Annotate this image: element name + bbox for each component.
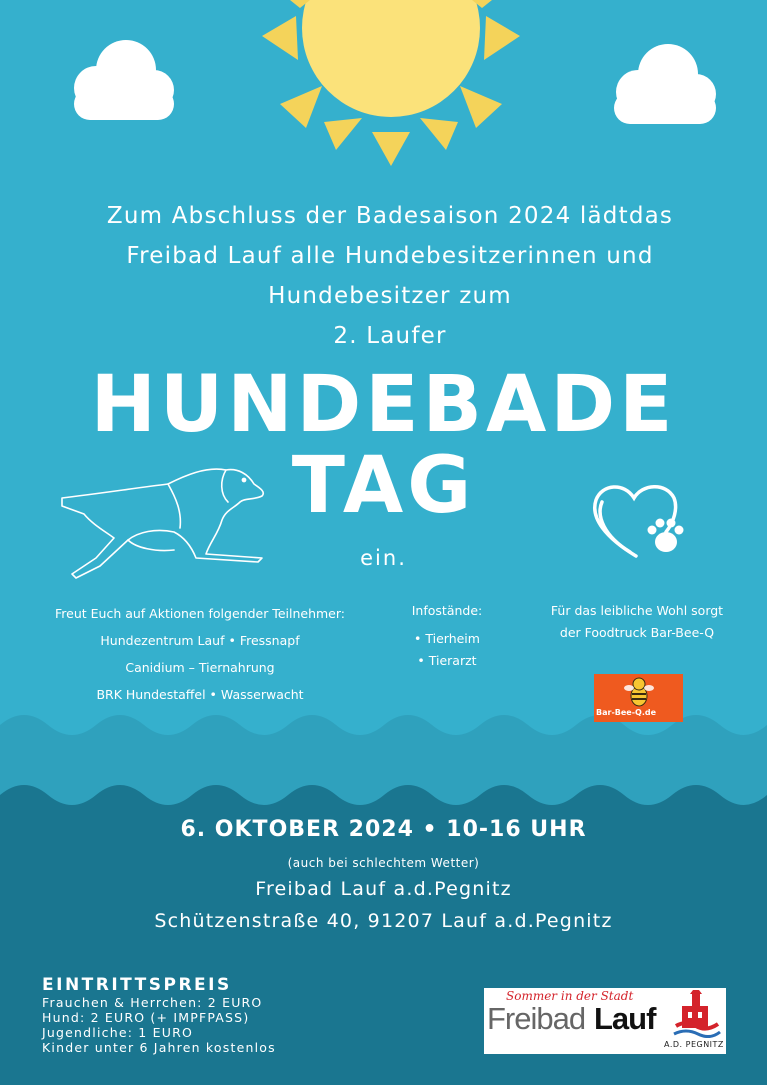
right-cloud-icon [610,40,720,126]
title-suffix: ein. [360,546,407,570]
participants-heading: Freut Euch auf Aktionen folgender Teilnehmer: [55,606,345,621]
participants-section [20,600,380,708]
logo-word-freibad: Freibad [487,1001,586,1036]
logo-sub: A.D. PEGNITZ [664,1040,724,1049]
info-item: • Tierarzt [417,653,477,668]
logo-word-lauf: Lauf [594,1001,656,1036]
food-section [522,600,752,644]
intro-line: 2. Laufer [333,323,447,349]
logo-tagline: Sommer in der Stadt [506,989,634,1003]
participant-item: Hundezentrum Lauf • Fressnapf [100,633,300,648]
food-line-2: der Foodtruck Bar-Bee-Q [559,625,715,640]
price-item: Kinder unter 6 Jahren kostenlos [42,1040,276,1055]
barbeeq-logo-text: Bar-Bee-Q.de [596,708,657,717]
price-heading: EINTRITTSPREIS [42,975,232,995]
running-dog-icon [56,458,271,584]
town-crest-icon [672,990,722,1038]
event-date-time: 6. OKTOBER 2024 • 10-16 UHR [180,817,587,842]
title-line-1: HUNDEBADE [90,360,677,450]
barbeeq-logo [594,674,683,722]
weather-note: (auch bei schlechtem Wetter) [287,856,480,870]
info-item: • Tierheim [414,631,480,646]
heart-paw-icon [588,478,692,564]
participant-item: BRK Hundestaffel • Wasserwacht [96,687,304,702]
freibad-lauf-logo [484,988,726,1054]
intro-line: Freibad Lauf alle Hundebesitzerinnen und [126,243,654,269]
venue-address: Schützenstraße 40, 91207 Lauf a.d.Pegnitz [154,910,613,932]
price-section [42,975,372,1055]
sun-icon [250,0,530,175]
price-item: Frauchen & Herrchen: 2 EURO [42,995,263,1010]
venue-name: Freibad Lauf a.d.Pegnitz [255,878,512,900]
info-section [392,600,502,672]
food-line-1: Für das leibliche Wohl sorgt [550,603,724,618]
bee-icon [624,676,654,708]
info-heading: Infostände: [411,603,483,618]
left-cloud-icon [70,36,180,122]
participant-item: Canidium – Tiernahrung [125,660,275,675]
intro-line: Hundebesitzer zum [268,283,512,309]
price-item: Hund: 2 EURO (+ IMPFPASS) [42,1010,250,1025]
price-item: Jugendliche: 1 EURO [42,1025,194,1040]
intro-text [40,196,740,356]
intro-line: Zum Abschluss der Badesaison 2024 lädtdas [106,203,674,229]
title-line-2: TAG [291,441,476,531]
